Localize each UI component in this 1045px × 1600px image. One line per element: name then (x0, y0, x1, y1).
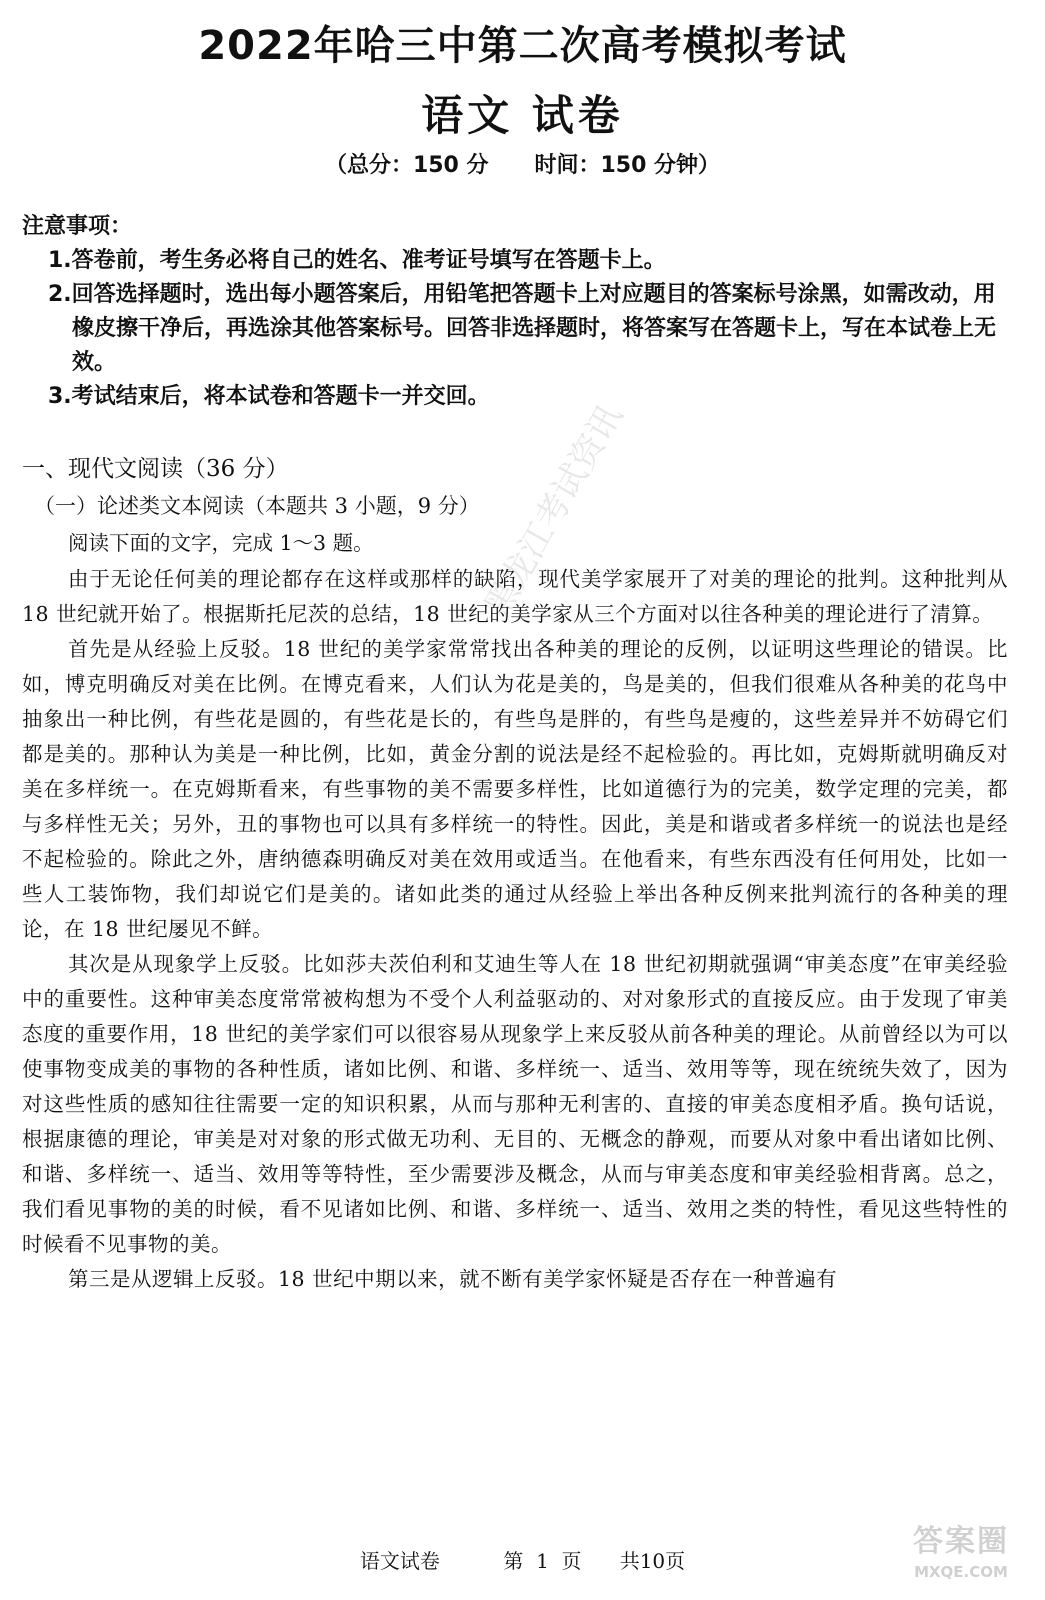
watermark-text: 黑龙江考试资讯 (476, 397, 631, 624)
passage-paragraph: 首先是从经验上反驳。18 世纪的美学家常常找出各种美的理论的反例，以证明这些理论的错误。比如，博克明确反对美在比例。在博克看来，人们认为花是美的，鸟是美的，但我们很难从各种美的花鸟中抽象出一种比例，有些花是圆的，有些花是长的，有些鸟是胖的，有些鸟是瘦的，这些差异并不妨碍它们都是美的。那种认为美是一种比例，比如，黄金分割的说法是经不起检验的。再比如，克姆斯就明确反对美在多样统一。在克姆斯看来，有些事物的美不需要多样性，比如道德行为的完美，数学定理的完美，都与多样性无关；另外，丑的事物也可以具有多样统一的特性。因此，美是和谐或者多样统一的说法也是经不起检验的。除此之外，唐纳德森明确反对美在效用或适当。在他看来，有些东西没有任何用处，比如一些人工装饰物，我们却说它们是美的。诸如此类的通过从经验上举出各种反例来批判流行的各种美的理论，在 18 世纪屡见不鲜。 (22, 637, 1008, 941)
note-item: 2.回答选择题时，选出每小题答案后，用铅笔把答题卡上对应题目的答案标号涂黑，如需改动，用橡皮擦干净后，再选涂其他答案标号。回答非选择题时，将答案写在答题卡上，写在本试卷上无效。 (48, 282, 997, 375)
corner-logo (891, 1522, 1031, 1592)
notes-heading: 注意事项： (22, 214, 133, 239)
subject-title: 语文 试卷 (421, 91, 624, 140)
passage-paragraph: 第三是从逻辑上反驳。18 世纪中期以来，就不断有美学家怀疑是否存在一种普遍有 (68, 1267, 838, 1291)
reading-instruction: 阅读下面的文字，完成 1～3 题。 (68, 531, 374, 555)
exam-title: 2022年哈三中第二次高考模拟考试 (198, 23, 847, 69)
passage-paragraph: 其次是从现象学上反驳。比如莎夫茨伯利和艾迪生等人在 18 世纪初期就强调“审美态度”在审美经验中的重要性。这种审美态度常常被构想为不受个人利益驱动的、对对象形式的直接反应。由于发现了审美态度的重要作用，18 世纪的美学家们可以很容易从现象学上来反驳从前各种美的理论。从前曾经以为可以使事物变成美的事物的各种性质，诸如比例、和谐、多样统一、适当、效用等等，现在统统失效了，因为对这些性质的感知往往需要一定的知识积累，从而与那种无利害的、直接的审美态度相矛盾。换句话说，根据康德的理论，审美是对对象的形式做无功利、无目的、无概念的静观，而要从对象中看出诸如比例、和谐、多样统一、适当、效用等等特性，至少需要涉及概念，从而与审美态度和审美经验相背离。总之，我们看见事物的美的时候，看不见诸如比例、和谐、多样统一、适当、效用之类的特性，看见这些特性的时候看不见事物的美。 (22, 952, 1008, 1256)
exam-info: （总分：150 分 时间：150 分钟） (324, 153, 721, 178)
corner-logo-url: MXQE.COM (914, 1563, 1008, 1581)
corner-logo-mark: 答案圈 (913, 1524, 1009, 1559)
section-heading: 一、现代文阅读（36 分） (22, 456, 289, 482)
passage-paragraph: 由于无论任何美的理论都存在这样或那样的缺陷，现代美学家展开了对美的理论的批判。这种批判从 18 世纪就开始了。根据斯托尼茨的总结，18 世纪的美学家从三个方面对以往各种美的理论进行了清算。 (22, 567, 1008, 626)
note-item: 3.考试结束后，将本试卷和答题卡一并交回。 (48, 384, 490, 409)
subsection-heading: （一）论述类文本阅读（本题共 3 小题，9 分） (34, 494, 480, 518)
exam-header (0, 18, 1045, 182)
page-footer: 语文试卷 第 1 页 共10页 (359, 1549, 686, 1573)
exam-notes (22, 210, 1012, 414)
note-item: 1.答卷前，考生务必将自己的姓名、准考证号填写在答题卡上。 (48, 248, 666, 273)
